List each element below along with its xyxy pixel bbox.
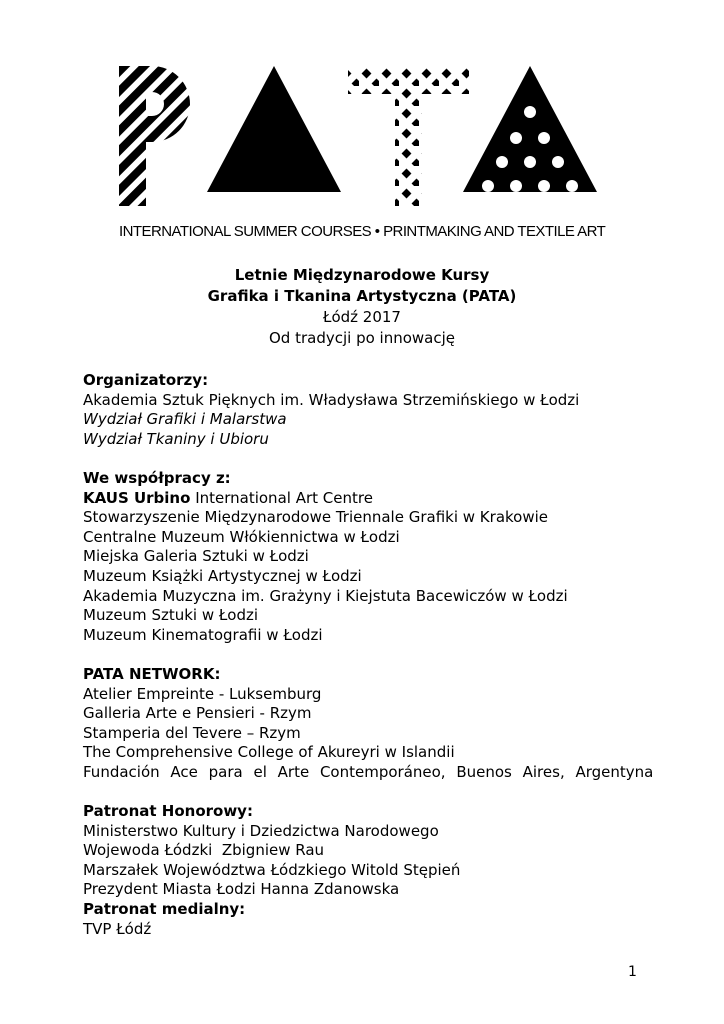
network-item: The Comprehensive College of Akureyri w Islandii bbox=[83, 743, 455, 762]
logo-letter-t bbox=[348, 66, 469, 206]
logo-tagline bbox=[119, 223, 606, 240]
title-line-2: Grafika i Tkanina Artystyczna (PATA) bbox=[207, 287, 517, 305]
title-line-3: Łódź 2017 bbox=[323, 308, 401, 326]
network-item: Fundación Ace para el Arte Contemporáneo, Buenos Aires, Argentyna bbox=[83, 762, 654, 781]
cooperation-item: Muzeum Kinematografii w Łodzi bbox=[83, 625, 323, 644]
cooperation-heading: We współpracy z: bbox=[83, 468, 231, 487]
network-item: Stamperia del Tevere – Rzym bbox=[83, 723, 301, 742]
cooperation-first-bold: KAUS Urbino bbox=[83, 488, 191, 507]
title-block bbox=[0, 265, 724, 349]
document-body bbox=[83, 371, 663, 939]
page-number: 1 bbox=[628, 964, 637, 980]
network-item: Atelier Empreinte - Luksemburg bbox=[83, 684, 322, 703]
cooperation-item: Centralne Muzeum Włókiennictwa w Łodzi bbox=[83, 527, 400, 546]
title-line-1: Letnie Międzynarodowe Kursy bbox=[234, 266, 490, 284]
cooperation-item bbox=[83, 489, 663, 509]
patronage-item: Marszałek Województwa Łódzkiego Witold Stępień bbox=[83, 860, 461, 879]
cooperation-item: Muzeum Książki Artystycznej w Łodzi bbox=[83, 566, 362, 585]
tagline-right: PRINTMAKING AND TEXTILE ART bbox=[383, 223, 606, 240]
title-line-4: Od tradycji po innowację bbox=[268, 329, 455, 347]
patronage-item: Wojewoda Łódzki Zbigniew Rau bbox=[83, 841, 325, 860]
cooperation-item: Akademia Muzyczna im. Grażyny i Kiejstuta Bacewiczów w Łodzi bbox=[83, 586, 568, 605]
tagline-bullet: • bbox=[374, 223, 380, 240]
cooperation-item: Muzeum Sztuki w Łodzi bbox=[83, 606, 259, 625]
organizer-item: Akademia Sztuk Pięknych im. Władysława Strzemińskiego w Łodzi bbox=[83, 390, 580, 409]
organizers-heading: Organizatorzy: bbox=[83, 371, 209, 389]
patronage-item: Prezydent Miasta Łodzi Hanna Zdanowska bbox=[83, 880, 400, 899]
media-heading: Patronat medialny: bbox=[83, 900, 246, 919]
organizer-item: Wydział Grafiki i Malarstwa bbox=[83, 410, 287, 429]
cooperation-item: Miejska Galeria Sztuki w Łodzi bbox=[83, 547, 309, 566]
patronage-item: Ministerstwo Kultury i Dziedzictwa Narodowego bbox=[83, 821, 439, 840]
media-item: TVP Łódź bbox=[83, 919, 152, 938]
tagline-left: INTERNATIONAL SUMMER COURSES bbox=[119, 223, 372, 240]
logo-letter-p bbox=[119, 66, 194, 206]
pata-logo bbox=[119, 66, 603, 206]
logo-letter-a-dotted bbox=[463, 66, 597, 192]
logo-letter-a-solid bbox=[207, 66, 341, 192]
patronage-heading: Patronat Honorowy: bbox=[83, 802, 253, 821]
network-item: Galleria Arte e Pensieri - Rzym bbox=[83, 704, 312, 723]
organizer-item: Wydział Tkaniny i Ubioru bbox=[83, 429, 269, 448]
network-heading: PATA NETWORK: bbox=[83, 664, 221, 683]
cooperation-item: Stowarzyszenie Międzynarodowe Triennale Grafiki w Krakowie bbox=[83, 508, 548, 527]
cooperation-first-rest: International Art Centre bbox=[190, 488, 373, 507]
